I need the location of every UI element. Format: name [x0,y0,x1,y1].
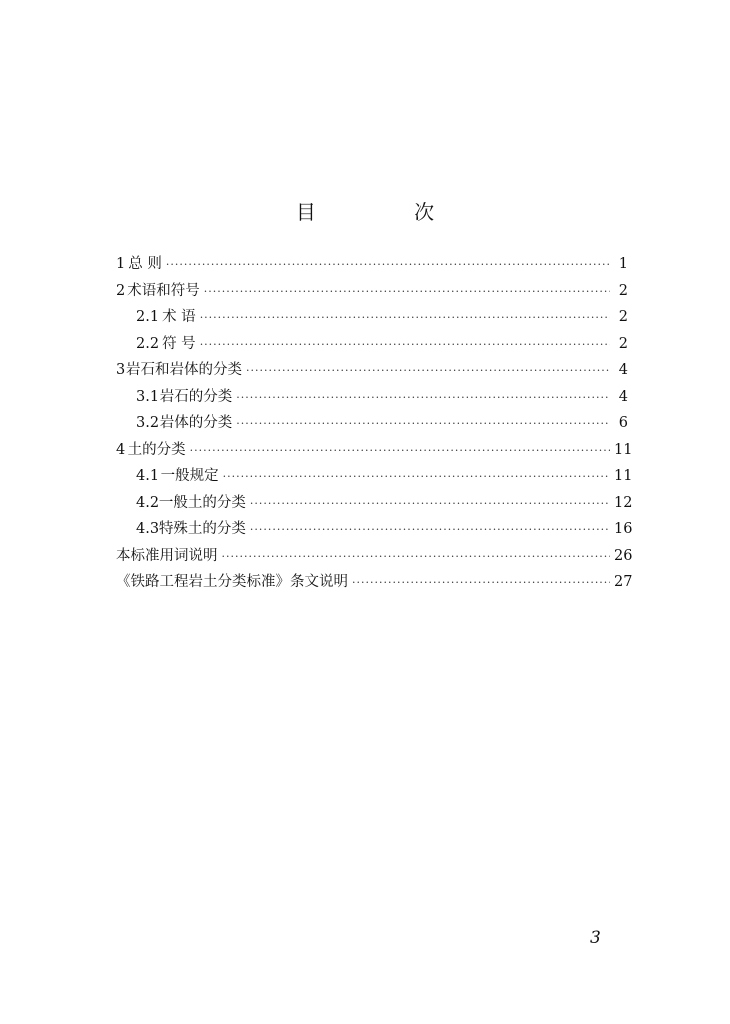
toc-leader-dots [200,339,610,350]
toc-entry-2-2[interactable] [116,332,628,359]
table-of-contents [116,252,633,597]
toc-entry-page: 4 [618,362,628,378]
toc-entry-number: 3.2 [136,415,160,431]
toc-leader-dots [236,418,610,429]
toc-entry-page: 16 [614,521,633,537]
toc-entry-label: 岩体的分类 [159,415,233,431]
toc-entry-label: 术 语 [162,309,196,325]
toc-entry-number: 1 [116,256,126,272]
toc-entry-page: 12 [614,494,633,511]
toc-entry-4-1[interactable] [116,464,633,491]
page-number: 3 [590,928,601,948]
toc-entry-label: 特殊土的分类 [158,521,246,537]
toc-entry-number: 2.2 [136,335,160,352]
toc-entry-3-1[interactable] [116,385,628,412]
toc-leader-dots [246,365,610,376]
toc-entry-page: 4 [618,388,628,405]
toc-entry-label: 一般规定 [160,468,219,484]
toc-entry-clause-explanation[interactable] [116,570,633,597]
toc-entry-label: 总 则 [128,256,162,272]
toc-entry-number: 4.3 [136,521,160,537]
toc-entry-wording-explanation[interactable] [116,544,633,571]
toc-entry-number: 4 [116,441,126,458]
toc-entry-number: 2 [116,282,126,299]
toc-entry-number: 3.1 [136,388,160,405]
toc-entry-page: 2 [618,335,628,352]
toc-entry-1[interactable] [116,252,628,279]
toc-entry-page: 26 [614,547,633,564]
toc-entry-page: 2 [618,309,628,325]
toc-entry-label: 土的分类 [127,441,186,458]
toc-entry-4[interactable] [116,438,633,465]
toc-entry-page: 11 [614,441,633,458]
toc-entry-2-1[interactable] [116,305,628,332]
toc-entry-label: 术语和符号 [127,282,200,299]
toc-entry-3[interactable] [116,358,628,385]
toc-entry-page: 27 [614,574,633,590]
toc-entry-4-3[interactable] [116,517,633,544]
toc-leader-dots [352,577,610,588]
toc-entry-label: 一般土的分类 [158,494,246,511]
toc-entry-page: 2 [618,282,628,299]
toc-leader-dots [250,524,610,535]
toc-entry-label: 《铁路工程岩土分类标准》条文说明 [116,574,348,590]
toc-entry-number: 3 [116,362,126,378]
toc-leader-dots [236,392,610,403]
toc-entry-2[interactable] [116,279,628,306]
toc-entry-4-2[interactable] [116,491,633,518]
toc-leader-dots [204,286,610,297]
toc-entry-page: 6 [618,415,628,431]
toc-entry-page: 11 [614,468,633,484]
toc-leader-dots [222,551,611,562]
toc-entry-label: 岩石和岩体的分类 [126,362,243,378]
toc-leader-dots [190,445,610,456]
toc-entry-label: 岩石的分类 [159,388,233,405]
toc-entry-number: 4.1 [136,468,160,484]
toc-leader-dots [223,471,610,482]
toc-entry-number: 4.2 [136,494,160,511]
toc-leader-dots [166,259,610,270]
toc-entry-3-2[interactable] [116,411,628,438]
toc-leader-dots [200,312,610,323]
toc-entry-label: 符 号 [162,335,196,352]
toc-entry-number: 2.1 [136,309,160,325]
toc-entry-page: 1 [618,256,628,272]
toc-entry-label: 本标准用词说明 [116,547,218,564]
toc-leader-dots [250,498,610,509]
page-title: 目 次 [295,200,481,224]
